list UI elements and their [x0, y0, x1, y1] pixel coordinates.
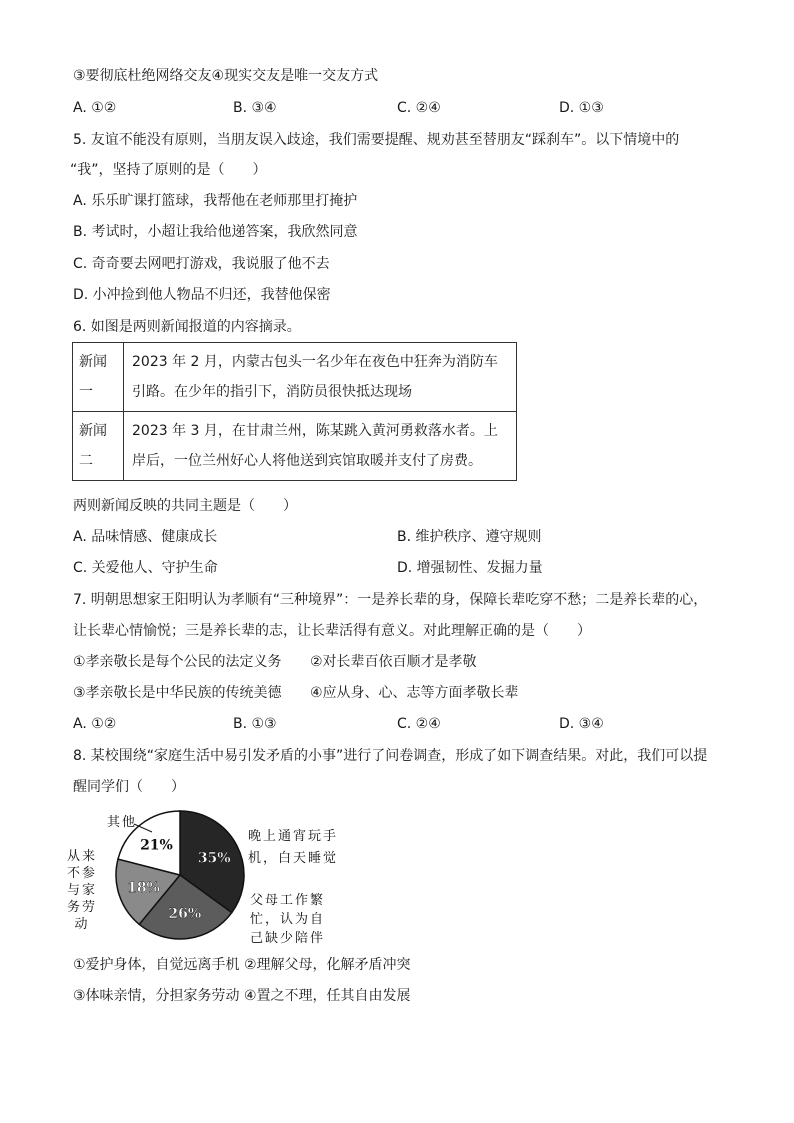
q7-option-d: D. ③④ [559, 716, 604, 732]
q8-stem-line2: 醒同学们（ ） [73, 779, 185, 795]
q7-option-b: B. ①③ [233, 716, 277, 732]
q8-statements-line2: ③体味亲情，分担家务劳动 ④置之不理，任其自由发展 [73, 988, 411, 1004]
q7-stem-line2: 让长辈心情愉悦；三是养长辈的志，让长辈活得有意义。对此理解正确的是（ ） [73, 623, 591, 639]
pie-chart-svg [66, 810, 360, 960]
pie-value-label-no-housework: 18% [127, 879, 160, 896]
news-table [72, 342, 517, 481]
pie-category-label-no-housework: 从来 [66, 849, 98, 864]
pie-category-label-no-housework: 务劳 [66, 900, 98, 915]
q6-option-b: B. 维护秩序、遵守规则 [397, 529, 542, 545]
q5-option-a: A. 乐乐旷课打篮球，我帮他在老师那里打掩护 [73, 193, 358, 209]
pie-category-label-other: 其他 [106, 815, 138, 830]
q8-statements-line1: ①爱护身体，自觉远离手机 ②理解父母，化解矛盾冲突 [73, 957, 411, 973]
q5-option-d: D. 小冲捡到他人物品不归还，我替他保密 [73, 287, 331, 303]
q4-option-d: D. ①③ [559, 100, 604, 116]
pie-value-label-parents-busy: 26% [168, 906, 202, 923]
q4-option-a: A. ①② [73, 100, 117, 116]
pie-value-label-other: 21% [140, 837, 173, 854]
news-label: 新闻一 [73, 343, 124, 412]
q6-option-a: A. 品味情感、健康成长 [73, 529, 218, 545]
q4-statement: ③要彻底杜绝网络交友④现实交友是唯一交友方式 [73, 68, 379, 84]
q5-stem-line2: “我”，坚持了原则的是（ ） [70, 162, 267, 178]
news-content: 2023 年 3 月，在甘肃兰州，陈某跳入黄河勇救落水者。上岸后，一位兰州好心人将他送到宾馆取暖并支付了房费。 [124, 412, 517, 481]
news-row [73, 343, 517, 412]
pie-category-label-no-housework: 动 [74, 917, 90, 932]
q6-stem: 6. 如图是两则新闻报道的内容摘录。 [73, 319, 301, 335]
q4-option-b: B. ③④ [233, 100, 277, 116]
q7-option-a: A. ①② [73, 716, 117, 732]
q6-option-d: D. 增强韧性、发掘力量 [397, 560, 543, 576]
pie-category-label-no-housework: 不参 [66, 866, 98, 881]
q5-stem-line1: 5. 友谊不能没有原则，当朋友误入歧途，我们需要提醒、规劝甚至替朋友“踩刹车”。以下情境中的 [73, 132, 680, 148]
q6-option-c: C. 关爱他人、守护生命 [73, 560, 218, 576]
survey-pie-chart [66, 810, 360, 960]
q7-stem-line1: 7. 明朝思想家王阳明认为孝顺有“三种境界”：一是养长辈的身，保障长辈吃穿不愁；二是养长辈的心， [73, 592, 708, 608]
pie-value-label-phone: 35% [197, 850, 231, 867]
q4-option-c: C. ②④ [397, 100, 441, 116]
pie-category-label-parents-busy: 己缺少陪伴 [250, 931, 326, 946]
q6-question: 两则新闻反映的共同主题是（ ） [73, 498, 297, 514]
news-row [73, 412, 517, 481]
q7-option-c: C. ②④ [397, 716, 441, 732]
pie-category-label-no-housework: 与家 [66, 883, 98, 898]
q7-statement-1: ①孝亲敬长是每个公民的法定义务 [73, 654, 282, 670]
pie-category-label-parents-busy: 父母工作繁 [250, 893, 326, 908]
q5-option-b: B. 考试时，小超让我给他递答案，我欣然同意 [73, 224, 358, 240]
q7-statement-4: ④应从身、心、志等方面孝敬长辈 [310, 685, 519, 701]
news-label: 新闻二 [73, 412, 124, 481]
news-content: 2023 年 2 月，内蒙古包头一名少年在夜色中狂奔为消防车引路。在少年的指引下，消防员很快抵达现场 [124, 343, 517, 412]
pie-category-label-parents-busy: 忙，认为自 [250, 912, 326, 927]
pie-category-label-phone: 晚上通宵玩手 [248, 829, 339, 844]
q7-statement-2: ②对长辈百依百顺才是孝敬 [310, 654, 477, 670]
pie-category-label-phone: 机，白天睡觉 [248, 851, 339, 866]
q7-statement-3: ③孝亲敬长是中华民族的传统美德 [73, 685, 282, 701]
q8-stem-line1: 8. 某校围绕“家庭生活中易引发矛盾的小事”进行了问卷调查，形成了如下调查结果。对此，我们可以提 [73, 748, 708, 764]
q5-option-c: C. 奇奇要去网吧打游戏，我说服了他不去 [73, 256, 330, 272]
